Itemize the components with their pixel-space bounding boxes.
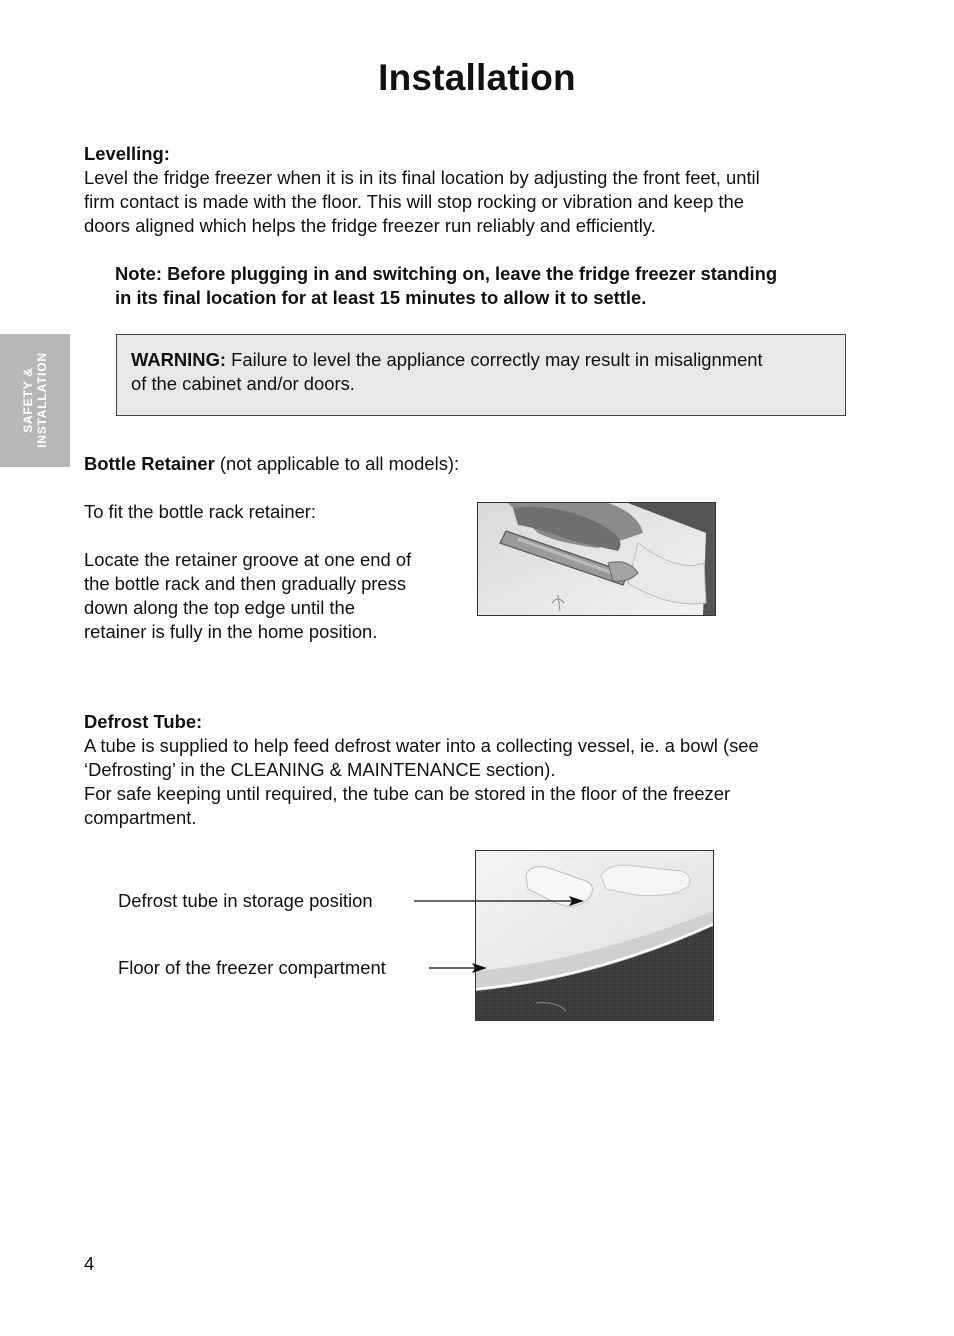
side-tab-line-2: INSTALLATION: [35, 352, 49, 448]
bottle-retainer-heading: Bottle Retainer: [84, 453, 215, 474]
warning-line-1: [131, 348, 831, 372]
bottle-retainer-line-3: down along the top edge until the: [84, 597, 355, 618]
bottle-retainer-heading-row: [84, 452, 684, 476]
levelling-line-3: doors aligned which helps the fridge freezer run reliably and efficiently.: [84, 215, 656, 236]
defrost-tube-photo: [475, 850, 714, 1021]
warning-text-1: Failure to level the appliance correctly may result in misalignment: [226, 349, 763, 370]
page-number: 4: [84, 1253, 95, 1274]
defrost-tube-heading: Defrost Tube:: [84, 711, 203, 732]
callout-freezer-floor: Floor of the freezer compartment: [118, 957, 386, 978]
defrost-tube-line-3: For safe keeping until required, the tube can be stored in the floor of the freezer: [84, 783, 731, 804]
note-line-1: Note: Before plugging in and switching on, leave the fridge freezer standing: [115, 263, 778, 284]
defrost-tube-line-2: ‘Defrosting’ in the CLEANING & MAINTENANCE section).: [84, 759, 556, 780]
levelling-section: [84, 142, 874, 238]
levelling-line-2: firm contact is made with the floor. This will stop rocking or vibration and keep the: [84, 191, 744, 212]
bottle-retainer-intro: [84, 500, 474, 524]
bottle-retainer-heading-suffix: (not applicable to all models):: [214, 453, 460, 474]
levelling-note: [115, 262, 905, 310]
bottle-retainer-illustration: [478, 503, 715, 615]
defrost-tube-line-1: A tube is supplied to help feed defrost water into a collecting vessel, ie. a bowl (see: [84, 735, 759, 756]
warning-label: WARNING:: [131, 349, 227, 370]
bottle-retainer-intro-text: To fit the bottle rack retainer:: [84, 501, 317, 522]
bottle-retainer-line-4: retainer is fully in the home position.: [84, 621, 378, 642]
side-tab-label: [21, 352, 49, 448]
bottle-retainer-photo: [477, 502, 716, 616]
warning-line-2: of the cabinet and/or doors.: [131, 373, 355, 394]
defrost-tube-section: [84, 710, 874, 830]
section-side-tab: [0, 334, 70, 467]
bottle-retainer-line-2: the bottle rack and then gradually press: [84, 573, 407, 594]
bottle-retainer-heading-line: [84, 452, 684, 476]
callout-defrost-tube: Defrost tube in storage position: [118, 890, 373, 911]
freezer-floor-illustration: [476, 851, 713, 1020]
defrost-tube-line-4: compartment.: [84, 807, 197, 828]
levelling-heading: Levelling:: [84, 143, 170, 164]
bottle-retainer-instructions: [84, 548, 474, 644]
bottle-retainer-line-1: Locate the retainer groove at one end of: [84, 549, 412, 570]
levelling-line-1: Level the fridge freezer when it is in its final location by adjusting the front feet, until: [84, 167, 760, 188]
warning-box: [116, 334, 846, 416]
side-tab-line-1: SAFETY &: [21, 367, 35, 433]
page-title: Installation: [378, 57, 576, 98]
note-line-2: in its final location for at least 15 minutes to allow it to settle.: [115, 287, 647, 308]
